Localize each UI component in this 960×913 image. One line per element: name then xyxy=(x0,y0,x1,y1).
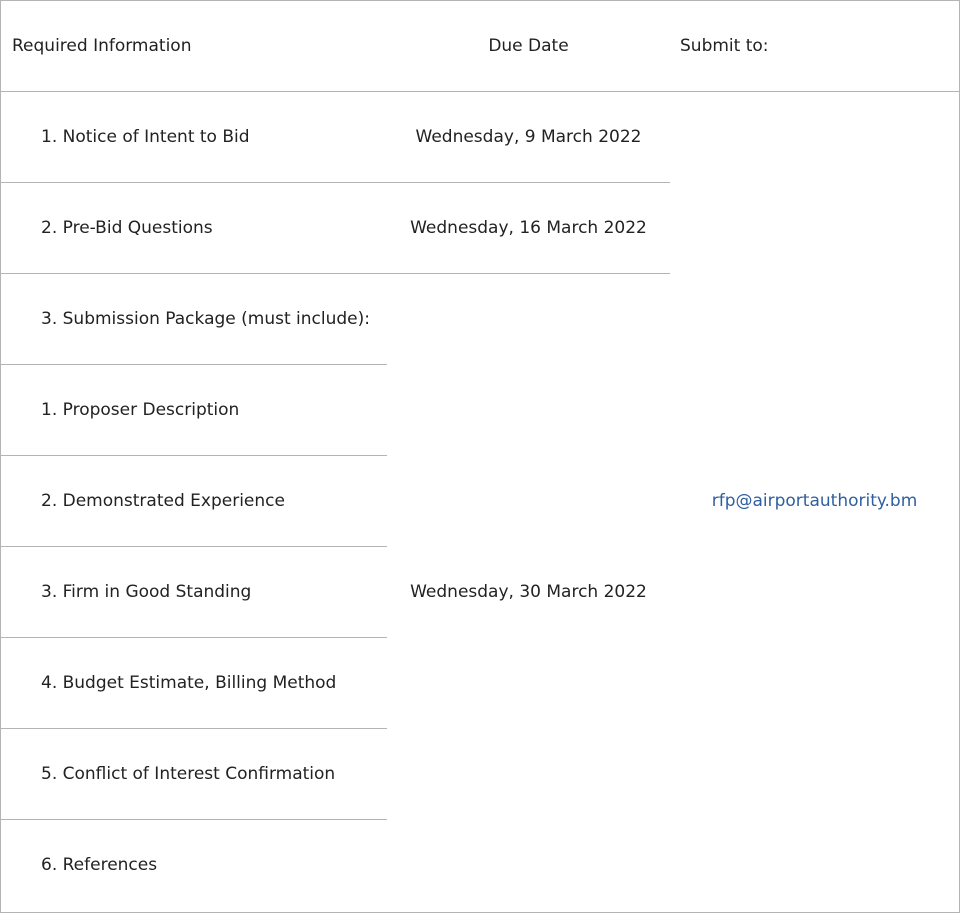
required-item: 5. Conflict of Interest Confirmation xyxy=(1,729,387,820)
required-item: 1. Notice of Intent to Bid xyxy=(1,92,387,183)
due-date-cell: Wednesday, 30 March 2022 xyxy=(410,582,647,602)
table-row xyxy=(1,92,959,183)
required-item: 4. Budget Estimate, Billing Method xyxy=(1,638,387,729)
required-item: 2. Pre-Bid Questions xyxy=(1,183,387,274)
requirements-table xyxy=(1,1,959,910)
due-date-cell: Wednesday, 16 March 2022 xyxy=(387,183,670,274)
required-item: 3. Submission Package (must include): xyxy=(1,274,387,365)
submit-to-cell xyxy=(670,92,959,911)
header-due-date: Due Date xyxy=(387,1,670,92)
header-required-information: Required Information xyxy=(1,1,387,92)
due-date-cell: Wednesday, 9 March 2022 xyxy=(387,92,670,183)
header-submit-to: Submit to: xyxy=(670,1,959,92)
required-item: 2. Demonstrated Experience xyxy=(1,456,387,547)
required-item: 6. References xyxy=(41,855,158,875)
table-header-row xyxy=(1,1,959,92)
required-item: 1. Proposer Description xyxy=(1,365,387,456)
submit-email-link[interactable]: rfp@airportauthority.bm xyxy=(711,491,918,511)
required-item: 3. Firm in Good Standing xyxy=(1,547,387,638)
